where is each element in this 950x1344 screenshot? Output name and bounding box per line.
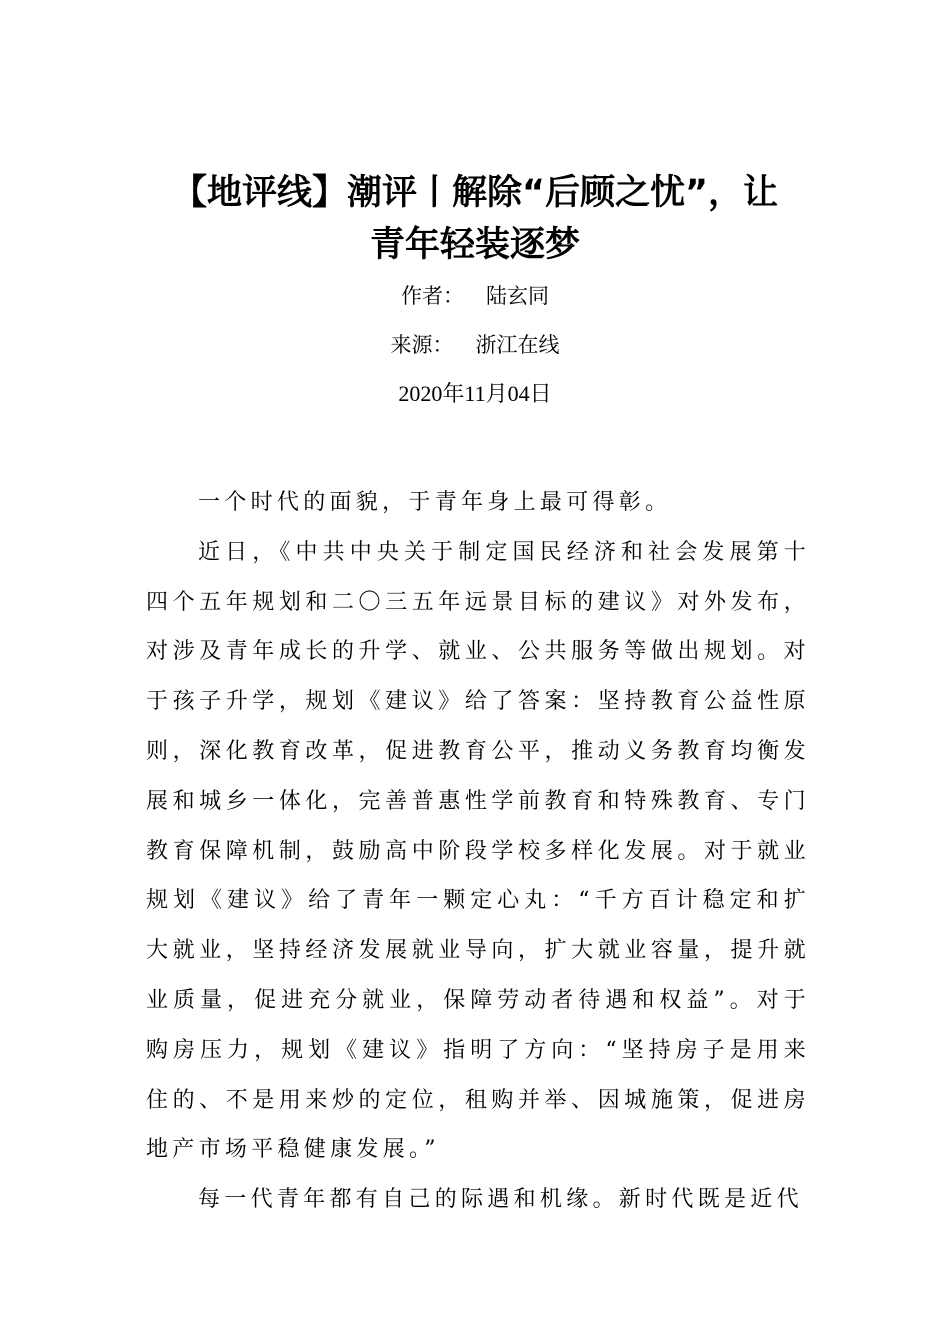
article-title-line-1: 【地评线】潮评丨解除“后顾之忧”，让 xyxy=(171,173,778,213)
source-label: 来源： xyxy=(390,333,454,357)
author-line xyxy=(145,281,805,311)
publish-date: 2020年11月04日 xyxy=(398,381,552,406)
paragraph-3: 每一代青年都有自己的际遇和机缘。新时代既是近代 xyxy=(198,1187,803,1213)
paragraph-1: 一个时代的面貌，于青年身上最可得彰。 xyxy=(198,490,672,515)
article-title xyxy=(145,167,805,271)
source-name: 浙江在线 xyxy=(475,333,560,357)
source-line xyxy=(145,330,805,360)
article-body xyxy=(146,478,810,1225)
paragraph-2: 近日，《中共中央关于制定国民经济和社会发展第十四个五年规划和二〇三五年远景目标的建议》对外发布，对涉及青年成长的升学、就业、公共服务等做出规划。对于孩子升学，规划《建议》给了答案：坚持教育公益性原则，深化教育改革，促进教育公平，推动义务教育均衡发展和城乡一体化，完善普惠性学前教育和特殊教育、专门教育保障机制，鼓励高中阶段学校多样化发展。对于就业规划《建议》给了青年一颗定心丸：“千方百计稳定和扩大就业，坚持经济发展就业导向，扩大就业容量，提升就业质量，促进充分就业，保障劳动者待遇和权益”。对于购房压力，规划《建议》指明了方向：“坚持房子是用来住的、不是用来炒的定位，租购并举、因城施策，促进房地产市场平稳健康发展。” xyxy=(146,539,810,1163)
author-name: 陆玄同 xyxy=(486,284,549,308)
article-title-line-2: 青年轻装逐梦 xyxy=(369,225,580,265)
author-label: 作者： xyxy=(401,284,464,308)
